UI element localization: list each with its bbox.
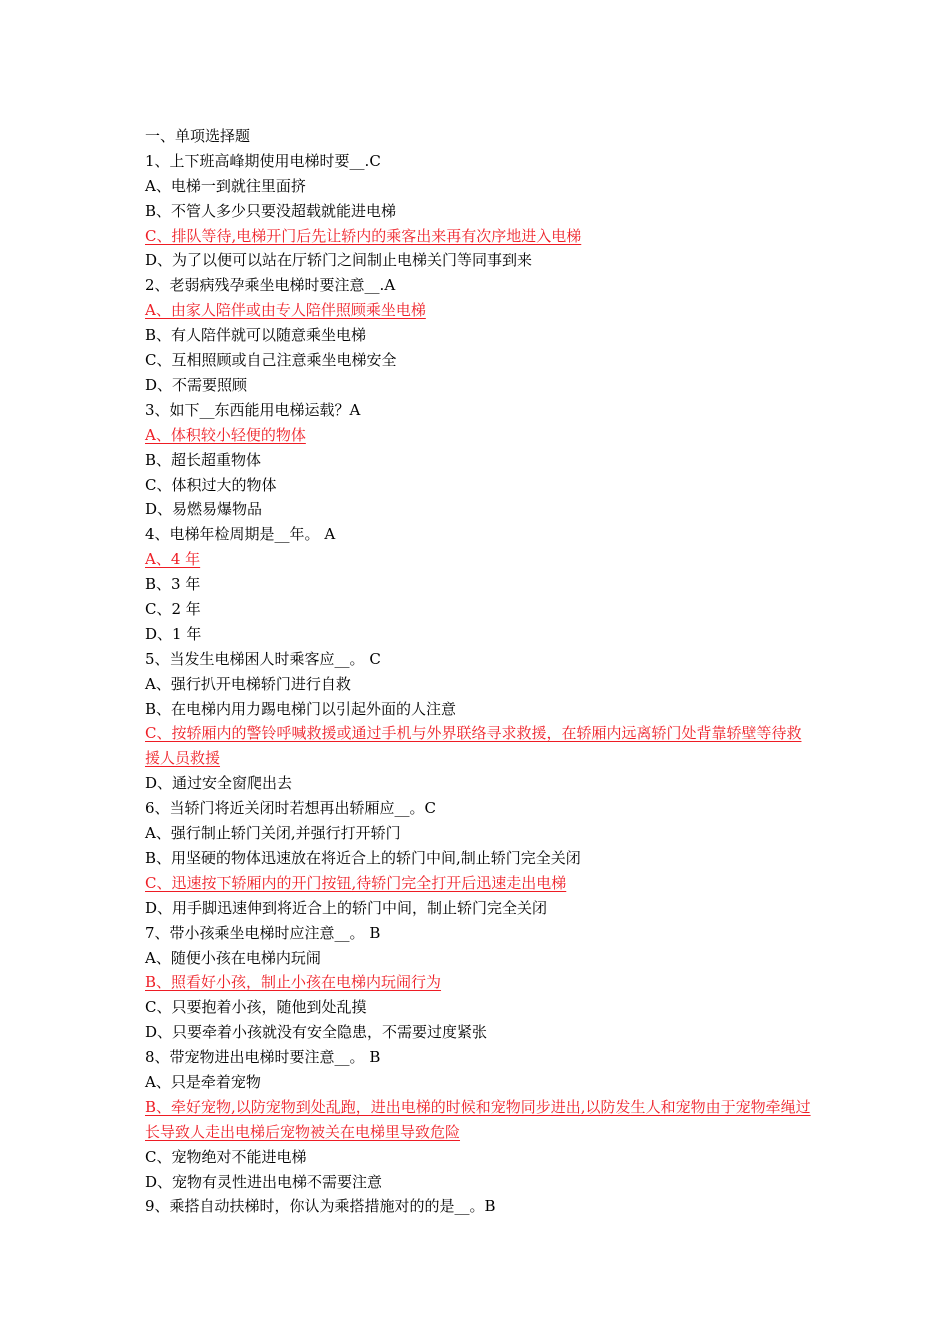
answer-option: D、为了以便可以站在厅轿门之间制止电梯关门等同事到来	[145, 251, 533, 270]
answer-option: D、不需要照顾	[145, 375, 248, 394]
correct-answer-option	[145, 423, 815, 448]
question-stem: 2、老弱病残孕乘坐电梯时要注意__.A	[145, 276, 396, 295]
answer-option: A、电梯一到就往里面挤	[145, 176, 306, 195]
answer-option: C、互相照顾或自己注意乘坐电梯安全	[145, 351, 397, 370]
correct-answer-text: C、迅速按下轿厢内的开门按钮,待轿门完全打开后迅速走出电梯	[145, 873, 567, 892]
question-stem: 1、上下班高峰期使用电梯时要__.C	[145, 151, 381, 170]
answer-option: B、用坚硬的物体迅速放在将近合上的轿门中间,制止轿门完全关闭	[145, 848, 581, 867]
answer-option: B、不管人多少只要没超载就能进电梯	[145, 201, 397, 220]
answer-option: D、1 年	[145, 624, 202, 643]
question-stem: 5、当发生电梯困人时乘客应__。 C	[145, 649, 381, 668]
section-title: 一、单项选择题	[145, 127, 251, 145]
correct-answer-option	[145, 721, 815, 771]
answer-option: C、体积过大的物体	[145, 475, 277, 494]
answer-option: D、宠物有灵性进出电梯不需要注意	[145, 1172, 383, 1191]
answer-option: C、宠物绝对不能进电梯	[145, 1147, 307, 1166]
correct-answer-option	[145, 970, 815, 995]
answer-option: A、只是牵着宠物	[145, 1072, 261, 1091]
answer-option: D、用手脚迅速伸到将近合上的轿门中间，制止轿门完全关闭	[145, 898, 548, 917]
question-stem: 3、如下__东西能用电梯运载？A	[145, 400, 361, 419]
answer-option: B、在电梯内用力踢电梯门以引起外面的人注意	[145, 699, 457, 718]
correct-answer-option	[145, 547, 815, 572]
question-stem: 7、带小孩乘坐电梯时应注意__。 B	[145, 923, 381, 942]
correct-answer-option	[145, 871, 815, 896]
answer-option: D、通过安全窗爬出去	[145, 774, 293, 793]
correct-answer-text: B、照看好小孩，制止小孩在电梯内玩闹行为	[145, 973, 442, 992]
question-stem: 6、当轿门将近关闭时若想再出轿厢应__。C	[145, 799, 437, 818]
answer-option: A、随便小孩在电梯内玩闹	[145, 948, 321, 967]
answer-option: A、强行制止轿门关闭,并强行打开轿门	[145, 824, 401, 843]
question-stem: 4、电梯年检周期是__年。 A	[145, 525, 336, 544]
question-stem: 9、乘搭自动扶梯时，你认为乘搭措施对的的是__。B	[145, 1197, 496, 1216]
answer-option: B、有人陪伴就可以随意乘坐电梯	[145, 326, 367, 345]
answer-option: D、只要牵着小孩就没有安全隐患，不需要过度紧张	[145, 1023, 488, 1042]
correct-answer-text: B、牵好宠物,以防宠物到处乱跑，进出电梯的时候和宠物同步进出,以防发生人和宠物由于宠物牵绳过长导致人走出电梯后宠物被关在电梯里导致危险	[145, 1097, 811, 1141]
correct-answer-option	[145, 1095, 815, 1145]
answer-option: C、2 年	[145, 599, 201, 618]
correct-answer-text: A、4 年	[145, 550, 201, 569]
correct-answer-option	[145, 224, 815, 249]
answer-option: C、只要抱着小孩，随他到处乱摸	[145, 998, 367, 1017]
answer-option: B、3 年	[145, 575, 201, 594]
correct-answer-text: C、排队等待,电梯开门后先让轿内的乘客出来再有次序地进入电梯	[145, 226, 582, 245]
question-stem: 8、带宠物进出电梯时要注意__。 B	[145, 1048, 381, 1067]
correct-answer-text: A、体积较小轻便的物体	[145, 425, 306, 444]
correct-answer-option	[145, 298, 815, 323]
answer-option: A、强行扒开电梯轿门进行自救	[145, 674, 351, 693]
correct-answer-text: A、由家人陪伴或由专人陪伴照顾乘坐电梯	[145, 301, 426, 320]
answer-option: D、易燃易爆物品	[145, 500, 263, 519]
answer-option: B、超长超重物体	[145, 450, 262, 469]
correct-answer-text: C、按轿厢内的警铃呼喊救援或通过手机与外界联络寻求救援，在轿厢内远离轿门处背靠轿壁等待救援人员救援	[145, 724, 802, 768]
document-body	[145, 124, 815, 1219]
